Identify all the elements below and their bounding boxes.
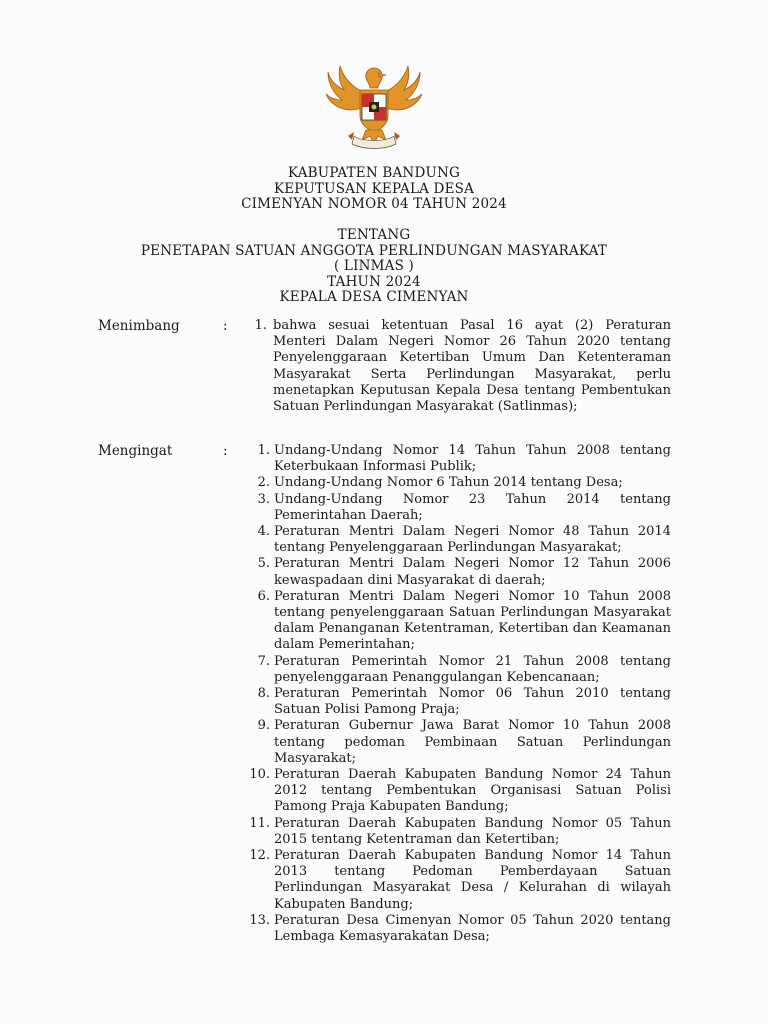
- mengingat-colon: :: [223, 443, 228, 459]
- list-item: [243, 589, 671, 654]
- list-item: [243, 816, 671, 848]
- item-text: bahwa sesuai ketentuan Pasal 16 ayat (2) Peraturan Menteri Dalam Negeri Nomor 26 Tahun 2020 tentang Penyelenggaraan Ketertiban Umum Dan Ketenteraman Masyarakat Serta Perlindungan Masyarakat, perlu menetapkan Keputusan Kepala Desa tentang Pembentukan Satuan Perlindungan Masyarakat (Satlinmas);: [273, 318, 671, 415]
- subject-year: TAHUN 2024: [327, 273, 421, 290]
- item-number: 11.: [249, 815, 270, 831]
- item-text: Undang-Undang Nomor 14 Tahun Tahun 2008 tentang Keterbukaan Informasi Publik;: [274, 443, 671, 475]
- item-number: 5.: [257, 556, 270, 572]
- list-item: [243, 848, 671, 913]
- subject-about: TENTANG: [337, 227, 411, 243]
- item-number: 9.: [257, 718, 270, 734]
- item-text: Undang-Undang Nomor 6 Tahun 2014 tentang Desa;: [274, 475, 623, 491]
- list-item: [243, 654, 671, 686]
- document-header: [0, 166, 748, 213]
- item-text: Peraturan Pemerintah Nomor 21 Tahun 2008 tentang penyelenggaraan Penanggulangan Kebencanaan;: [274, 653, 671, 685]
- item-number: 12.: [249, 848, 270, 864]
- item-number: 4.: [257, 524, 270, 540]
- list-item: [243, 524, 671, 556]
- item-text: Peraturan Pemerintah Nomor 06 Tahun 2010 tentang Satuan Polisi Pamong Praja;: [274, 686, 671, 718]
- item-text: Peraturan Daerah Kabupaten Bandung Nomor 14 Tahun 2013 tentang Pedoman Pemberdayaan Satuan Perlindungan Masyarakat Desa / Kelurahan di wilayah Kabupaten Bandung;: [274, 848, 671, 912]
- item-number: 8.: [257, 686, 270, 702]
- menimbang-label: Menimbang: [98, 318, 180, 334]
- item-number: 10.: [249, 767, 270, 783]
- item-text: Peraturan Gubernur Jawa Barat Nomor 10 Tahun 2008 tentang pedoman Pembinaan Satuan Perlindungan Masyarakat;: [274, 718, 671, 766]
- menimbang-list: [243, 318, 671, 415]
- item-number: 2.: [257, 475, 270, 491]
- item-text: Peraturan Desa Cimenyan Nomor 05 Tahun 2020 tentang Lembaga Kemasyarakatan Desa;: [274, 912, 671, 945]
- header-decree-number: CIMENYAN NOMOR 04 TAHUN 2024: [241, 196, 507, 212]
- subject-abbreviation: ( LINMAS ): [333, 258, 415, 274]
- list-item: [243, 492, 671, 524]
- item-number: 13.: [249, 912, 270, 928]
- mengingat-list: [243, 443, 671, 945]
- list-item: [243, 718, 671, 767]
- item-number: 3.: [257, 491, 270, 507]
- subject-authority: KEPALA DESA CIMENYAN: [279, 289, 469, 305]
- list-item: [243, 767, 671, 816]
- item-number: 1.: [254, 318, 267, 333]
- item-text: Peraturan Daerah Kabupaten Bandung Nomor 24 Tahun 2012 tentang Pembentukan Organisasi Satuan Polisi Pamong Praja Kabupaten Bandung;: [274, 767, 671, 815]
- document-subject: [0, 228, 748, 306]
- item-text: Undang-Undang Nomor 23 Tahun 2014 tentang Pemerintahan Daerah;: [274, 491, 671, 523]
- list-item: [243, 443, 671, 475]
- list-item: [243, 556, 671, 588]
- item-text: Peraturan Mentri Dalam Negeri Nomor 10 Tahun 2008 tentang penyelenggaraan Satuan Perlindungan Masyarakat dalam Penanganan Ketentraman, Ketertiban dan Keamanan dalam Pemerintahan;: [274, 588, 671, 653]
- item-number: 1.: [257, 443, 270, 458]
- header-regency: KABUPATEN BANDUNG: [287, 165, 461, 181]
- item-number: 7.: [257, 653, 270, 669]
- item-text: Peraturan Mentri Dalam Negeri Nomor 48 Tahun 2014 tentang Penyelenggaraan Perlindungan Masyarakat;: [274, 524, 671, 556]
- garuda-emblem-icon: [318, 60, 430, 152]
- mengingat-label: Mengingat: [98, 443, 173, 459]
- list-item: [243, 686, 671, 718]
- list-item: [243, 913, 671, 945]
- header-decree-type: KEPUTUSAN KEPALA DESA: [273, 180, 475, 197]
- item-text: Peraturan Daerah Kabupaten Bandung Nomor 05 Tahun 2015 tentang Ketentraman dan Ketertiban;: [274, 815, 671, 847]
- menimbang-colon: :: [223, 318, 228, 334]
- item-text: Peraturan Mentri Dalam Negeri Nomor 12 Tahun 2006 kewaspadaan dini Masyarakat di daerah;: [274, 556, 671, 588]
- list-item: [243, 318, 671, 415]
- item-number: 6.: [257, 588, 270, 604]
- subject-title: PENETAPAN SATUAN ANGGOTA PERLINDUNGAN MASYARAKAT: [140, 242, 608, 259]
- list-item: [243, 475, 671, 491]
